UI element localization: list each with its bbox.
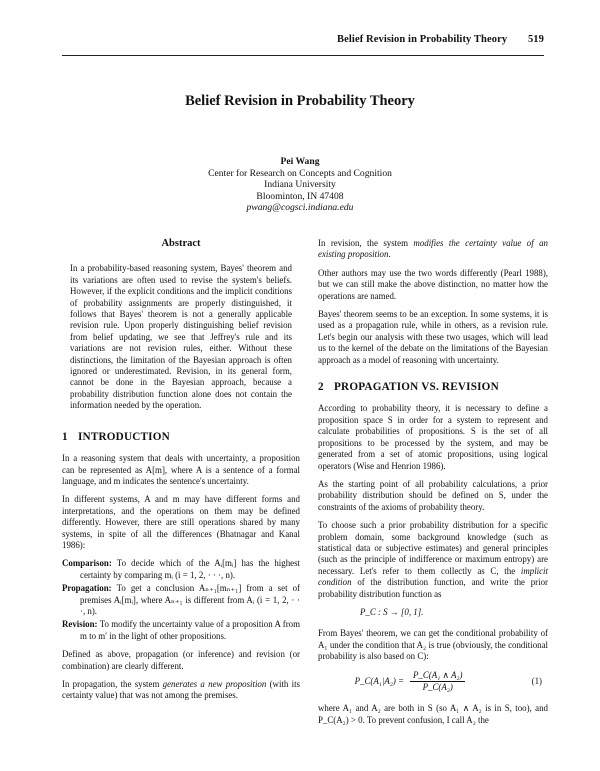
- denominator: P_C(A₂): [422, 682, 453, 692]
- paragraph: [62, 679, 300, 702]
- definition-item: [62, 558, 300, 581]
- text-run: (with its certainty value) that was not among the premises.: [62, 679, 300, 701]
- paragraph: As the starting point of all probability calculations, a prior probability distribution should be defined on S, under the constraints of the axioms of probability theory.: [318, 478, 548, 512]
- section-number: 2: [318, 381, 324, 394]
- text-run: In propagation, the system: [62, 679, 163, 689]
- section-heading: [62, 432, 300, 443]
- text-run: of the distribution function, and write the prior probability distribution function as: [318, 577, 548, 599]
- author-block: [0, 156, 600, 214]
- definition-term: Comparison:: [62, 558, 112, 569]
- author-email: pwang@cogsci.indiana.edu: [246, 202, 354, 213]
- text-run: In revision, the system: [318, 238, 414, 248]
- numerator: P_C(A₁ ∧ A₂): [410, 670, 465, 682]
- definition-text: To decide which of the Aᵢ[mᵢ] has the highest certainty by comparing mᵢ (i = 1, 2, · · ·, n).: [80, 558, 300, 580]
- equation: P_C : S → [0, 1].: [360, 606, 424, 617]
- definition-item: [62, 583, 300, 617]
- header-rule: [62, 55, 544, 56]
- affiliation-line: Center for Research on Concepts and Cognition: [208, 167, 392, 179]
- running-head: [337, 34, 544, 45]
- equation-lhs: P_C(A₁|A₂) =: [354, 675, 404, 686]
- paragraph: Other authors may use the two words differently (Pearl 1988), but we can still make the above distinction, no matter how the operations are named.: [318, 267, 548, 301]
- paragraph: In a reasoning system that deals with uncertainty, a proposition can be represented as A[m], where A is a sentence of a formal language, and m indicates the sentence's uncertainty.: [62, 453, 300, 486]
- author-name: Pei Wang: [280, 156, 320, 167]
- text-run: To choose such a prior probability distribution for a specific problem domain, some background knowledge (such as statistical data or subjective estimates) and general principles (such as the principle of indifference or maximum entropy) are necessary. Let's refer to them collectly as C, the: [318, 520, 548, 576]
- paragraph: From Bayes' theorem, we can get the conditional probability of A₁ under the condition that A₂ is true (obviously, the conditional probability is also based on C):: [318, 628, 548, 662]
- abstract-heading: Abstract: [161, 238, 201, 249]
- abstract-text: In a probability-based reasoning system, Bayes' theorem and its variations are often used to revise the system's beliefs. However, if the explicit conditions and the implicit conditions of probability assignments are properly distinguished, it follows that Bayes' theorem is not a generally applicable revision rule. Upon properly distinguishing belief revision from belief updating, we see that Jeffrey's rule and its variations are not revision rules, either. Without these distinctions, the limitation of the Bayesian approach is often ignored or underestimated. Revision, in its general form, cannot be done in the Bayesian approach, because a probability distribution function alone does not contain the information needed by the operation.: [70, 263, 292, 411]
- paragraph: According to probability theory, it is necessary to define a proposition space S in order for a system to represent and calculate probabilities of propositions. S is the set of all propositions to be processed by the system, and may be generated from a set of atomic propositions, using logical operators (Wise and Henrion 1986).: [318, 403, 548, 471]
- definition-text: To modify the uncertainty value of a proposition A from m to m′ in the light of other propositions.: [80, 619, 300, 641]
- running-head-title: Belief Revision in Probability Theory: [337, 34, 508, 45]
- paragraph: [318, 238, 548, 261]
- definition-item: [62, 619, 300, 642]
- text-run: .: [388, 249, 391, 260]
- paragraph: In different systems, A and m may have different forms and interpretations, and the operations on them may be defined differently. However, there are still operations shared by many systems, in spite of all the differences (Bhatnagar and Kanal 1986):: [62, 494, 300, 550]
- paragraph: where A₁ and A₂ are both in S (so A₁ ∧ A₂ is in S, too), and P_C(A₂) > 0. To prevent confusion, I call A₂ the: [318, 703, 548, 725]
- left-column: [62, 238, 300, 709]
- definition-term: Propagation:: [62, 583, 112, 594]
- paragraph: [318, 520, 548, 600]
- right-column: [318, 238, 548, 733]
- page-number: 519: [527, 34, 544, 45]
- section-title: PROPAGATION VS. REVISION: [334, 381, 499, 394]
- equation-1: [318, 670, 548, 694]
- emphasis: modifies the certainty value of an existing proposition: [318, 238, 548, 260]
- equation-number: (1): [531, 675, 542, 686]
- definition-text: To get a conclusion Aₙ₊₁[mₙ₊₁] from a set of premises Aᵢ[mᵢ], where Aₙ₊₁ is different from Aᵢ (i = 1, 2, · · ·, n).: [80, 583, 301, 616]
- emphasis: generates a new proposition: [162, 679, 267, 689]
- paragraph: Bayes' theorem seems to be an exception. In some systems, it is used as a propagation rule, while in others, as a revision rule. Let's begin our analysis with these two usages, which will lead us to the kernel of the debate on the limitations of the Bayesian approach as a model of reasoning with uncertainty.: [318, 309, 548, 365]
- section-number: 1: [62, 430, 68, 443]
- paper-title: Belief Revision in Probability Theory: [185, 93, 415, 109]
- emphasis: implicit condition: [318, 565, 548, 588]
- definition-term: Revision:: [62, 619, 98, 630]
- definition-list: [62, 558, 300, 642]
- affiliation-line: Indiana University: [264, 179, 336, 190]
- paragraph: Defined as above, propagation (or inference) and revision (or combination) are clearly different.: [62, 649, 300, 671]
- affiliation-line: Bloominton, IN 47408: [256, 190, 344, 202]
- fraction: [410, 670, 465, 694]
- section-title: INTRODUCTION: [78, 430, 170, 443]
- section-heading: [318, 382, 548, 393]
